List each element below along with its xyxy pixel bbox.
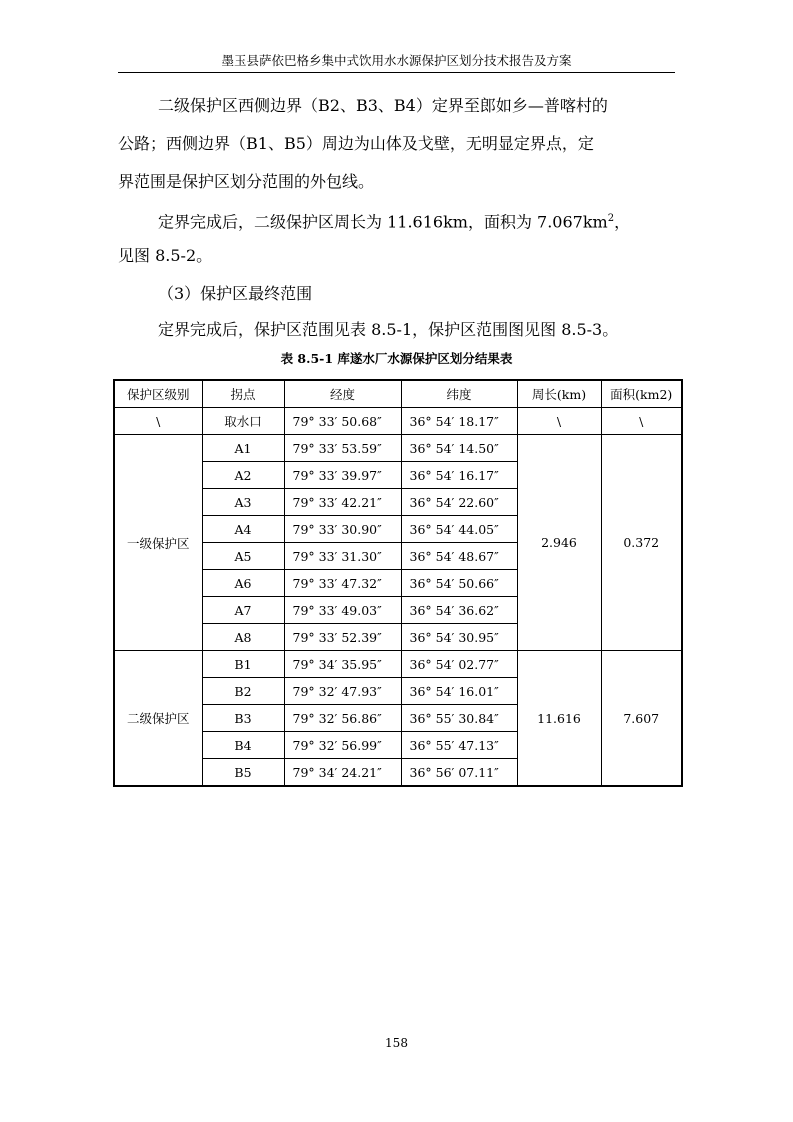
- header-cell: 面积(km2): [601, 380, 682, 408]
- longitude-cell: 79° 33′ 53.59″: [284, 435, 401, 462]
- table-caption: 表 8.5-1 库遂水厂水源保护区划分结果表: [280, 351, 513, 366]
- running-header: 墨玉县萨依巴格乡集中式饮用水水源保护区划分技术报告及方案: [221, 53, 572, 68]
- punctuation: ，: [614, 212, 631, 232]
- point-cell: B3: [202, 705, 284, 732]
- latitude-cell: 36° 54′ 30.95″: [401, 624, 517, 651]
- longitude-cell: 79° 33′ 42.21″: [284, 489, 401, 516]
- point-cell: A4: [202, 516, 284, 543]
- longitude-cell: 79° 33′ 47.32″: [284, 570, 401, 597]
- paragraph-line: 二级保护区西侧边界（B2、B3、B4）定界至郎如乡—普喀村的: [158, 96, 608, 115]
- latitude-cell: 36° 54′ 16.01″: [401, 678, 517, 705]
- point-cell: B2: [202, 678, 284, 705]
- latitude-cell: 36° 54′ 14.50″: [401, 435, 517, 462]
- perimeter-cell: 11.616: [517, 651, 601, 787]
- header-cell: 纬度: [401, 380, 517, 408]
- level-cell: 二级保护区: [114, 651, 202, 787]
- intake-row: [114, 408, 682, 435]
- level-cell: \: [114, 408, 202, 435]
- latitude-cell: 36° 55′ 30.84″: [401, 705, 517, 732]
- point-cell: A5: [202, 543, 284, 570]
- longitude-cell: 79° 32′ 56.99″: [284, 732, 401, 759]
- latitude-cell: 36° 54′ 44.05″: [401, 516, 517, 543]
- table-row: [114, 651, 682, 678]
- latitude-cell: 36° 55′ 47.13″: [401, 732, 517, 759]
- longitude-cell: 79° 33′ 52.39″: [284, 624, 401, 651]
- longitude-cell: 79° 33′ 30.90″: [284, 516, 401, 543]
- longitude-cell: 79° 34′ 24.21″: [284, 759, 401, 787]
- paragraph-line: 定界完成后，保护区范围见表 8.5-1，保护区范围图见图 8.5-3。: [158, 320, 619, 339]
- latitude-cell: 36° 54′ 22.60″: [401, 489, 517, 516]
- table-header-row: [114, 380, 682, 408]
- level-cell: 一级保护区: [114, 435, 202, 651]
- superscript: 2: [607, 213, 615, 224]
- point-cell: A1: [202, 435, 284, 462]
- perimeter-area-text: 定界完成后，二级保护区周长为 11.616km，面积为 7.067km: [158, 212, 608, 232]
- point-cell: B4: [202, 732, 284, 759]
- header-cell: 周长(km): [517, 380, 601, 408]
- point-cell: A3: [202, 489, 284, 516]
- header-cell: 经度: [284, 380, 401, 408]
- area-cell: 7.607: [601, 651, 682, 787]
- longitude-cell: 79° 33′ 49.03″: [284, 597, 401, 624]
- section-heading: （3）保护区最终范围: [158, 284, 313, 303]
- protection-zone-table: [113, 379, 683, 787]
- area-cell: \: [601, 408, 682, 435]
- paragraph-line: 见图 8.5-2。: [118, 246, 213, 265]
- paragraph-line: [158, 209, 718, 232]
- longitude-cell: 79° 33′ 39.97″: [284, 462, 401, 489]
- perimeter-cell: \: [517, 408, 601, 435]
- header-cell: 保护区级别: [114, 380, 202, 408]
- point-cell: A8: [202, 624, 284, 651]
- point-cell: A2: [202, 462, 284, 489]
- longitude-cell: 79° 32′ 56.86″: [284, 705, 401, 732]
- latitude-cell: 36° 54′ 36.62″: [401, 597, 517, 624]
- point-cell: 取水口: [202, 408, 284, 435]
- latitude-cell: 36° 54′ 16.17″: [401, 462, 517, 489]
- longitude-cell: 79° 32′ 47.93″: [284, 678, 401, 705]
- header-rule: [118, 72, 675, 73]
- latitude-cell: 36° 54′ 50.66″: [401, 570, 517, 597]
- latitude-cell: 36° 54′ 48.67″: [401, 543, 517, 570]
- latitude-cell: 36° 54′ 18.17″: [401, 408, 517, 435]
- paragraph-line: 公路；西侧边界（B1、B5）周边为山体及戈壁，无明显定界点，定: [118, 134, 594, 153]
- point-cell: B1: [202, 651, 284, 678]
- point-cell: B5: [202, 759, 284, 787]
- longitude-cell: 79° 33′ 31.30″: [284, 543, 401, 570]
- latitude-cell: 36° 54′ 02.77″: [401, 651, 517, 678]
- latitude-cell: 36° 56′ 07.11″: [401, 759, 517, 787]
- point-cell: A6: [202, 570, 284, 597]
- area-cell: 0.372: [601, 435, 682, 651]
- paragraph-line: 界范围是保护区划分范围的外包线。: [118, 172, 375, 191]
- point-cell: A7: [202, 597, 284, 624]
- header-cell: 拐点: [202, 380, 284, 408]
- perimeter-cell: 2.946: [517, 435, 601, 651]
- page-number: 158: [385, 1036, 408, 1050]
- longitude-cell: 79° 33′ 50.68″: [284, 408, 401, 435]
- table-row: [114, 435, 682, 462]
- longitude-cell: 79° 34′ 35.95″: [284, 651, 401, 678]
